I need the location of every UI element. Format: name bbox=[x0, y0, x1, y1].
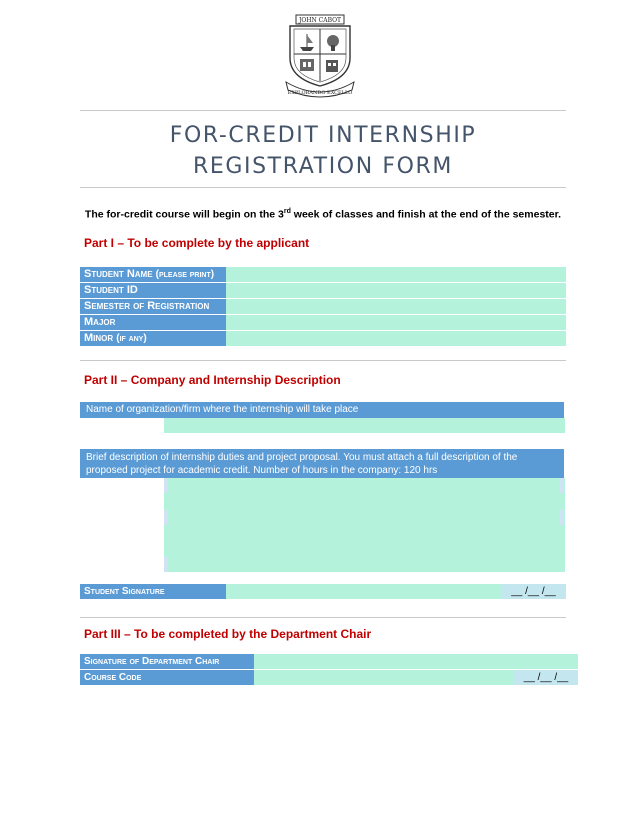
major-input[interactable] bbox=[226, 315, 566, 330]
description-input[interactable] bbox=[164, 478, 565, 572]
course-code-input[interactable] bbox=[254, 670, 514, 685]
description-margin-marker bbox=[560, 478, 564, 493]
course-code-label: Course Code bbox=[80, 670, 254, 685]
form-title-line-2: REGISTRATION FORM bbox=[193, 154, 453, 179]
part-2-divider bbox=[80, 617, 566, 618]
semester-label: Semester of Registration bbox=[80, 299, 226, 314]
organization-input[interactable] bbox=[164, 418, 565, 433]
chair-signature-label: Signature of Department Chair bbox=[80, 654, 254, 669]
organization-label: Name of organization/firm where the internship will take place bbox=[80, 402, 564, 418]
part-3-heading: Part III – To be completed by the Department Chair bbox=[84, 627, 372, 641]
minor-label: Minor (if any) bbox=[80, 331, 226, 346]
student-id-label: Student ID bbox=[80, 283, 226, 298]
description-margin-marker bbox=[560, 510, 564, 525]
logo-top-text: JOHN CABOT bbox=[298, 17, 342, 24]
description-label: Brief description of internship duties and project proposal. You must attach a full description of the proposed project for academic credit. Number of hours in the company: 120 hrs bbox=[80, 449, 564, 478]
student-name-label: Student Name (please print) bbox=[80, 267, 226, 282]
logo-motto: EXPLORANDO EXCELLO bbox=[287, 90, 353, 96]
minor-input[interactable] bbox=[226, 331, 566, 346]
part-1-heading: Part I – To be complete by the applicant bbox=[84, 236, 310, 250]
john-cabot-logo bbox=[282, 12, 358, 98]
student-signature-date[interactable]: __ /__ /__ bbox=[501, 584, 566, 599]
major-label: Major bbox=[80, 315, 226, 330]
chair-signature-input[interactable] bbox=[254, 654, 578, 669]
title-divider bbox=[80, 187, 566, 188]
description-margin-marker bbox=[164, 478, 168, 493]
student-signature-label: Student Signature bbox=[80, 584, 226, 599]
top-divider bbox=[80, 110, 566, 111]
intro-text: The for-credit course will begin on the 3rd week of classes and finish at the end of the semester. bbox=[84, 208, 562, 221]
form-title-line-1: FOR-CREDIT INTERNSHIP bbox=[169, 123, 477, 148]
student-id-input[interactable] bbox=[226, 283, 566, 298]
course-code-date[interactable]: __ /__ /__ bbox=[514, 670, 578, 685]
student-signature-input[interactable] bbox=[226, 584, 501, 599]
description-margin-marker bbox=[164, 510, 168, 525]
part-1-divider bbox=[80, 360, 566, 361]
student-name-input[interactable] bbox=[226, 267, 566, 282]
semester-input[interactable] bbox=[226, 299, 566, 314]
part-2-heading: Part II – Company and Internship Description bbox=[84, 373, 341, 387]
description-margin-marker bbox=[164, 557, 168, 572]
